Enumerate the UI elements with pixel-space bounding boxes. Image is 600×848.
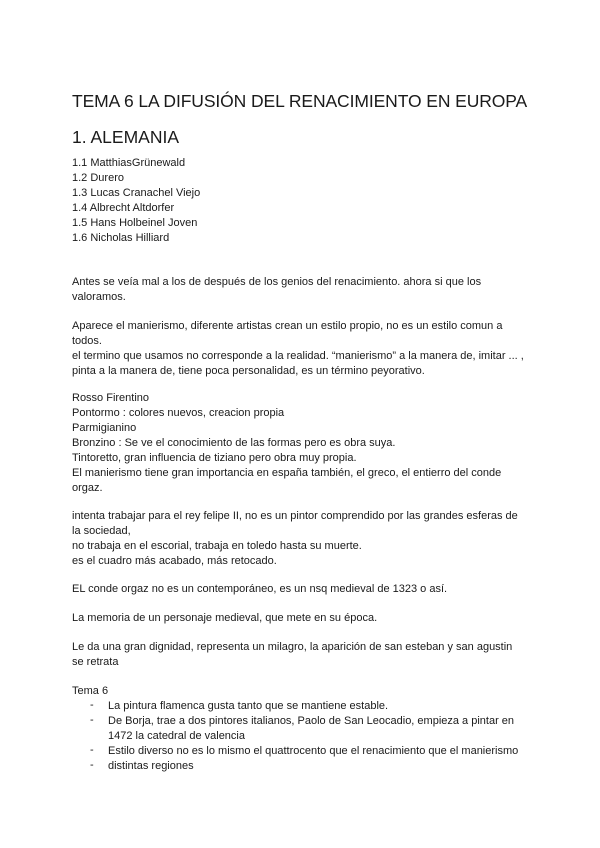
bullet-text: Estilo diverso no es lo mismo el quattrocento que el renacimiento que el manierismo (108, 745, 519, 757)
document-title: TEMA 6 LA DIFUSIÓN DEL RENACIMIENTO EN EUROPA (72, 91, 528, 111)
text-line: Antes se veía mal a los de después de los genios del renacimiento. ahora si que los (72, 276, 482, 288)
text-line: Parmigianino (72, 422, 137, 434)
text-line: pinta a la manera de, tiene poca personalidad, es un término peyorativo. (72, 365, 425, 377)
text-line: la sociedad, (72, 525, 131, 537)
tema-label: Tema 6 (72, 685, 109, 697)
bullet-text: distintas regiones (108, 760, 194, 772)
paragraph-5: EL conde orgaz no es un contemporáneo, es un nsq medieval de 1323 o así. (72, 583, 448, 595)
toc-item: 1.4 Albrecht Altdorfer (72, 202, 175, 214)
bullet-dash: - (90, 699, 94, 711)
paragraph-6: La memoria de un personaje medieval, que mete en su época. (72, 612, 378, 624)
text-line: Le da una gran dignidad, representa un milagro, la aparición de san esteban y san agustin (72, 641, 513, 653)
text-line: intenta trabajar para el rey felipe II, no es un pintor comprendido por las grandes esferas de (72, 510, 518, 522)
text-line: El manierismo tiene gran importancia en españa también, el greco, el entierro del conde (72, 467, 502, 479)
toc-item: 1.6 Nicholas Hilliard (72, 232, 170, 244)
text-line: Rosso Firentino (72, 392, 150, 404)
text-line: todos. (72, 335, 102, 347)
section-heading: 1. ALEMANIA (72, 127, 179, 147)
text-line: Bronzino : Se ve el conocimiento de las formas pero es obra suya. (72, 437, 396, 449)
bullet-dash: - (90, 714, 94, 726)
text-line: Tintoretto, gran influencia de tiziano pero obra muy propia. (72, 452, 357, 464)
toc-item: 1.5 Hans Holbeinel Joven (72, 217, 198, 229)
text-line: el termino que usamos no corresponde a la realidad. “manierismo” a la manera de, imitar ... , (72, 350, 524, 362)
text-line: valoramos. (72, 291, 126, 303)
toc-item: 1.3 Lucas Cranachel Viejo (72, 187, 201, 199)
text-line: Aparece el manierismo, diferente artistas crean un estilo propio, no es un estilo comun a (72, 320, 503, 332)
bullet-text: De Borja, trae a dos pintores italianos, Paolo de San Leocadio, empieza a pintar en (108, 715, 515, 727)
toc-item: 1.2 Durero (72, 172, 124, 184)
bullet-dash: - (90, 744, 94, 756)
bullet-dash: - (90, 759, 94, 771)
text-line: se retrata (72, 656, 119, 668)
text-line: orgaz. (72, 482, 103, 494)
text-line: es el cuadro más acabado, más retocado. (72, 555, 277, 567)
text-line: Pontormo : colores nuevos, creacion propia (72, 407, 285, 419)
text-line: no trabaja en el escorial, trabaja en toledo hasta su muerte. (72, 540, 362, 552)
bullet-text: 1472 la catedral de valencia (108, 730, 245, 742)
bullet-text: La pintura flamenca gusta tanto que se mantiene estable. (108, 700, 389, 712)
toc-item: 1.1 MatthiasGrünewald (72, 157, 186, 169)
